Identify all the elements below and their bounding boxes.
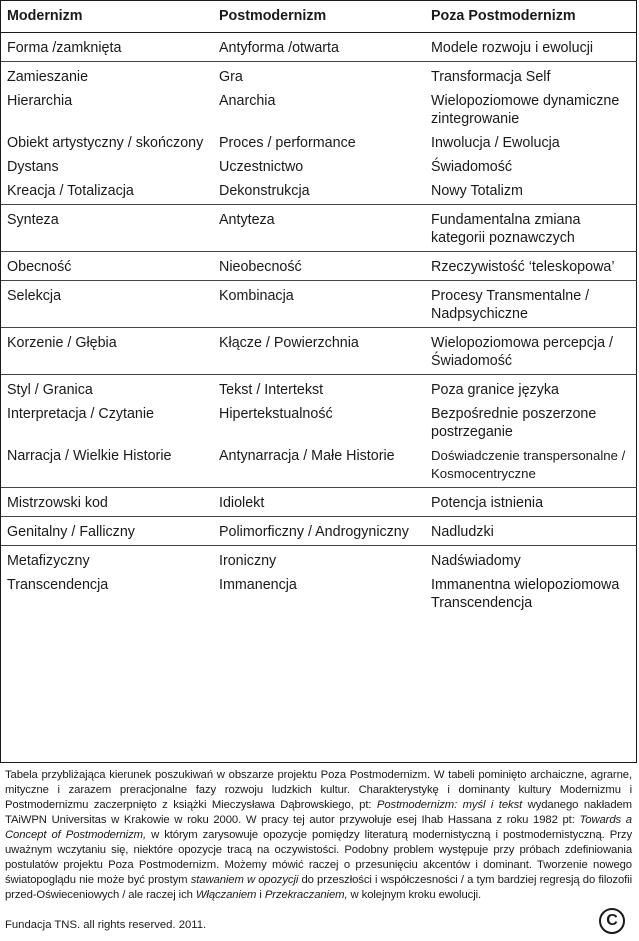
table-cell: Gra xyxy=(213,62,425,91)
table-row xyxy=(1,445,637,488)
caption-text-6: w kolejnym kroku ewolucji. xyxy=(347,889,482,901)
table-cell: Uczestnictwo xyxy=(219,159,304,175)
table-cell: Fundamentalna zmiana kategorii poznawczych xyxy=(425,205,637,252)
table-cell: Selekcja xyxy=(1,281,213,328)
table-cell: Interpretacja / Czytanie xyxy=(7,406,155,422)
table-cell: Obecność xyxy=(1,252,213,281)
table-cell: Metafizyczny xyxy=(1,546,213,575)
table-cell: Genitalny / Falliczny xyxy=(1,517,213,546)
table-cell: Hipertekstualność xyxy=(219,406,333,422)
table-cell: Narracja / Wielkie Historie xyxy=(7,448,172,464)
table-cell: Doświadczenie transpersonalne / Kosmocentryczne xyxy=(431,448,626,481)
table-cell: Wielopoziomowa percepcja / Świadomość xyxy=(425,328,637,375)
table-cell: Antynarracja / Małe Historie xyxy=(219,448,395,464)
comparison-table xyxy=(1,1,637,616)
table-row xyxy=(1,33,637,62)
table-row xyxy=(1,328,637,375)
table-cell: Immanentna wielopoziomowa Transcendencja xyxy=(431,577,620,611)
table-cell: Kombinacja xyxy=(213,281,425,328)
table-cell: Nadludzki xyxy=(425,517,637,546)
table-cell: Zamieszanie xyxy=(1,62,213,91)
table-cell: Inwolucja / Ewolucja xyxy=(431,135,560,151)
table-cell: Hierarchia xyxy=(7,93,73,109)
caption-term-including: Włączaniem xyxy=(195,889,257,901)
caption-book-title: Postmodernizm: myśl i tekst xyxy=(376,799,523,811)
table-cell: Nieobecność xyxy=(213,252,425,281)
caption-term-opposition: stawaniem w opozycji xyxy=(190,874,299,886)
table-row xyxy=(1,62,637,91)
caption-text-1: Tabela przybliżająca kierunek poszukiwań w obszarze projektu Poza Postmodernizm. W tabeli pominięto archaiczne, agrarne, mityczne i zarazem preracjonalne fazy rozwoju ludzkich kultur. Charakterystykę i dominanty kultury Modernizmu i Postmodernizmu zaczerpnięto z książki Mieczysława Dąbrowskiego, pt: xyxy=(5,769,632,811)
table-cell: Idiolekt xyxy=(213,488,425,517)
table-cell: Obiekt artystyczny / skończony xyxy=(7,135,204,151)
table-cell: Antyteza xyxy=(213,205,425,252)
table-cell: Mistrzowski kod xyxy=(1,488,213,517)
table-body xyxy=(1,33,637,617)
table-row xyxy=(1,375,637,404)
table-row xyxy=(1,156,637,180)
table-cell: Tekst / Intertekst xyxy=(213,375,425,404)
table-cell: Transcendencja xyxy=(7,577,109,593)
table-row xyxy=(1,546,637,575)
table-row xyxy=(1,205,637,252)
table-row xyxy=(1,488,637,517)
caption-text-4: do przeszłości i współczesności / a tym bardziej regresją do filozofii przed-Oświeceniowych / ale raczej ich xyxy=(5,874,632,901)
table-cell: Kłącze / Powierzchnia xyxy=(213,328,425,375)
table-row xyxy=(1,281,637,328)
caption-text-3: w którym zarysowuje opozycje pomiędzy literaturą modernistyczną i postmodernistyczną. Przy uważnym wczytaniu się, niektóre opozycje tracą na oczywistości. Podobny problem występuje przy próbach zdefiniowania postulatów projektu Poza Postmodernizm. Możemy mówić raczej o przesunięciu akcentów i dominant. Tworzenie nowego światopoglądu nie może być prostym xyxy=(5,829,632,886)
table-cell: Antyforma /otwarta xyxy=(213,33,425,62)
table-cell: Rzeczywistość ‘teleskopowa’ xyxy=(425,252,637,281)
footer-credit: Fundacja TNS. all rights reserved. 2011. xyxy=(5,919,207,931)
table-cell: Proces / performance xyxy=(219,135,356,151)
table-cell: Wielopoziomowe dynamiczne zintegrowanie xyxy=(431,93,620,127)
table-cell: Procesy Transmentalne / Nadpsychiczne xyxy=(425,281,637,328)
table-row xyxy=(1,403,637,445)
table-header-row xyxy=(1,1,637,33)
table-cell: Potencja istnienia xyxy=(425,488,637,517)
table-cell: Polimorficzny / Androgyniczny xyxy=(213,517,425,546)
table-cell: Nowy Totalizm xyxy=(431,183,523,199)
header-poza-postmodernizm: Poza Postmodernizm xyxy=(425,1,637,33)
table-cell: Styl / Granica xyxy=(1,375,213,404)
copyright-icon: C xyxy=(599,908,625,934)
table-cell: Kreacja / Totalizacja xyxy=(7,183,134,199)
header-modernizm: Modernizm xyxy=(1,1,213,33)
table-cell: Poza granice języka xyxy=(425,375,637,404)
caption-text-5: i xyxy=(256,889,265,901)
table-row xyxy=(1,132,637,156)
table-cell: Bezpośrednie poszerzone postrzeganie xyxy=(431,406,597,440)
table-cell: Forma /zamknięta xyxy=(1,33,213,62)
table-row xyxy=(1,252,637,281)
table-row xyxy=(1,574,637,616)
caption-essay-title: Towards a Concept of Postmodernizm, xyxy=(5,814,632,841)
table-cell: Korzenie / Głębia xyxy=(1,328,213,375)
table-cell: Nadświadomy xyxy=(425,546,637,575)
table-cell: Immanencja xyxy=(219,577,297,593)
table-cell: Dystans xyxy=(7,159,59,175)
table-cell: Anarchia xyxy=(219,93,276,109)
table-caption xyxy=(5,768,632,903)
table-cell: Modele rozwoju i ewolucji xyxy=(425,33,637,62)
table-row xyxy=(1,90,637,132)
table-row xyxy=(1,517,637,546)
table-cell: Synteza xyxy=(1,205,213,252)
table-cell: Ironiczny xyxy=(213,546,425,575)
table-cell: Dekonstrukcja xyxy=(219,183,310,199)
table-cell: Świadomość xyxy=(431,159,513,175)
table-row xyxy=(1,180,637,205)
caption-term-transcending: Przekraczaniem, xyxy=(264,889,348,901)
header-postmodernizm: Postmodernizm xyxy=(213,1,425,33)
table-cell: Transformacja Self xyxy=(425,62,637,91)
caption-text-2: wydanego nakładem TAiWPN Universitas w Krakowie w roku 2000. W pracy tej autor przywołuje esej Ihab Hassana z roku 1982 pt: xyxy=(5,799,632,826)
